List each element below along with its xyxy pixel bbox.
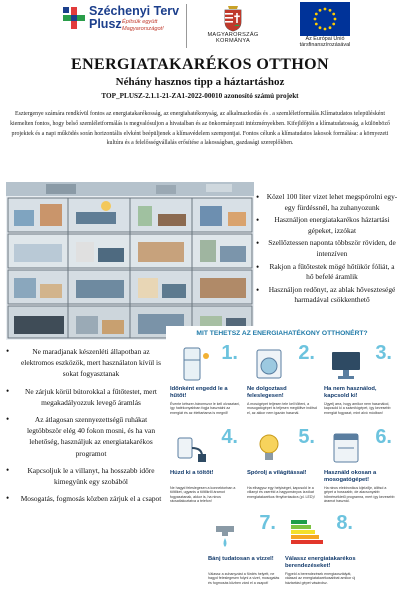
tip-title: Válassz energiatakarékos berendezéseket! <box>285 556 356 569</box>
washing-machine-icon <box>247 346 293 382</box>
header-divider <box>186 4 187 48</box>
tip-description: Évente kétszer-háromszor le kell olvasztani, így hatékonyabban fogja használni az energiát és az élettartama is megnő! <box>170 402 241 415</box>
tip-tile-charger <box>168 426 242 510</box>
list-item: • Az átlagosan szennyezettségű ruhákat legtöbbször elég 40 fokon mosni, és ha van lehetőség, használjuk az energiatakarékos programot <box>4 414 164 459</box>
right-tips-list <box>256 192 398 308</box>
faucet-icon <box>208 516 254 552</box>
tip-description: Ha nincs elektronikus kijelzője, állítsd a gépet a hosszabb, de alacsonyabb hőmérsékletű programra, mert így kevesebb áramot használ. <box>324 486 395 503</box>
list-item: • Közel 100 liter vizet lehet megspórolni egy-egy fürdéssnél, ha zuhanyozunk <box>256 192 398 213</box>
infographic-heading: MIT TEHETSZ AZ ENERGIAHATÉKONY OTTHONÉRT? <box>196 330 368 337</box>
list-item: • Használjon redőnyt, az ablak hőveszteségé harmadával csökkenthető <box>256 285 398 306</box>
tip-title: Ha nem használod, kapcsold ki! <box>324 386 377 399</box>
tip-number: 4. <box>221 426 238 448</box>
fridge-icon <box>170 346 216 382</box>
tip-description: Ügyelj arra, hogy amikor nem használod, kapcsold ki a számítógépet, így kevesebb energiát fogyaszt, mint alvó módban! <box>324 402 391 415</box>
list-item: • Szellőztessen naponta többször röviden, de intenzíven <box>256 238 398 259</box>
list-item: • Ne maradjanak készenléti állapotban az elektromos eszközök, mert használaton kívül is sokat fogyasztanak <box>4 346 164 380</box>
szechenyi-plus-icon <box>62 6 86 30</box>
page-subtitle: Néhány hasznos tipp a háztartáshoz <box>115 76 285 88</box>
eu-label: Az Európai Unió társfinanszírozásával <box>299 36 351 49</box>
eu-flag-icon <box>300 2 350 36</box>
list-item: • Rakjon a fűtőtestek mögé hőtükör fóliát, a hő befelé áramlik <box>256 262 398 283</box>
tip-number: 1. <box>221 342 238 364</box>
intro-paragraph: Esztergenye számára rendkívül fontos az energiatakarékosság, az energiahatékonyság, az alkalmazkodás és . a szemléletformálás.Klímatudatos településként kiemelten fontos, hogy belső szemléletformálás is megvalósuljon a hivatalban és az önkormányzati intézményekben. Kifejldőjön a klímatudatosság, a különböző projektek és a napi működés során horizontális elvként beépüljenek a klímavédelem szempontjai. Fontos célunk a klímatudatos lakosok formálása: a környezeti kultúra és a felelősségvállalás erősítése a lakosságban, gazdasági szereplőkben. <box>10 111 390 147</box>
szechenyi-terv-logo <box>62 4 182 50</box>
government-label: MAGYARORSZÁG KORMÁNYA <box>207 32 259 45</box>
szechenyi-title: Széchenyi Terv <box>89 4 180 18</box>
tip-description: Válassz a zuhanyzást a fürdés helyett, ne hagyd feleslegesen folyni a vizet, mosogatás és fogmosás közben zárd el a csapot! <box>208 572 280 585</box>
tip-title: Időnként engedd le a hűtőt! <box>170 386 228 399</box>
szechenyi-plus: Plusz <box>89 17 122 31</box>
tip-description: Ne hagyd feleslegesen a konnektorban a töltőket, ugyanis a töltőkről áramot fogyasztanak, akkor is, ha nincs rácsatlakoztatva a telefon! <box>170 486 236 503</box>
energy-tips-infographic <box>166 326 398 600</box>
tip-title: Spórolj a világítással! <box>247 470 307 476</box>
tip-tile-computer <box>322 342 396 426</box>
tip-description: Ha elhagysz egy helyiséget, kapcsold le a villanyt és cseréld a hagyományos izzókat energiatakarékos fényforrásokra (pl. LED)! <box>247 486 315 499</box>
szechenyi-tagline: Építsük együtt Magyarországot! <box>122 19 164 32</box>
light-bulb-icon <box>247 430 293 466</box>
tip-number: 7. <box>259 512 276 534</box>
page-title: ENERGIATAKARÉKOS OTTHON <box>71 56 329 73</box>
header-logos <box>0 0 400 56</box>
tip-title: Ne dolgoztasd feleslegesen! <box>247 386 287 399</box>
tip-number: 3. <box>375 342 392 364</box>
hungarian-government-logo <box>196 2 270 54</box>
tip-tile-water <box>206 512 280 596</box>
list-item: • Kapcsoljuk le a villanyt, ha hosszabb időre kimegyünk egy szobából <box>4 465 164 487</box>
list-item: • Mosogatás, fogmosás közben zárjuk el a csapot <box>4 493 164 504</box>
charger-plug-icon <box>170 430 216 466</box>
hungarian-crest-icon <box>222 2 244 32</box>
left-tips-list <box>4 346 164 510</box>
tip-tile-energy-label <box>283 512 357 596</box>
project-code: TOP_PLUSZ-2.1.1-21-ZA1-2022-00010 azonosító számú projekt <box>101 92 299 100</box>
tip-number: 5. <box>298 426 315 448</box>
list-item: • Használjon energiatakarékos háztartási gépeket, izzókat <box>256 215 398 236</box>
list-item: • Ne zárjuk körül bútorokkal a fűtőtestet, mert megakadályozzuk levegő áramlás <box>4 386 164 408</box>
tip-title: Húzd ki a töltőt! <box>170 470 214 476</box>
tip-tile-dishwasher <box>322 426 396 510</box>
tip-description: Figyeld a berendezések energiaosztályát, válaszd az energiatakarékosabbat amikor új háztartási gépet vásárolsz. <box>285 572 356 585</box>
tip-number: 8. <box>336 512 353 534</box>
energy-label-icon <box>285 516 331 552</box>
dishwasher-icon <box>324 430 370 466</box>
tip-tile-washing-machine <box>245 342 319 426</box>
tip-number: 6. <box>375 426 392 448</box>
apartment-building-illustration <box>6 182 254 340</box>
tip-description: A mosógépet teljesen tele kell tölteni, a mosogatógépet is teljesen megtöltve indítsd el, az akkor nem igazán használ. <box>247 402 317 415</box>
tip-tile-fridge <box>168 342 242 426</box>
tip-title: Használd okosan a mosogatógépet! <box>324 470 377 483</box>
tip-number: 2. <box>298 342 315 364</box>
eu-logo <box>284 2 366 54</box>
computer-icon <box>324 346 370 382</box>
tip-title: Bánj tudatosan a vízzel! <box>208 556 274 562</box>
tip-tile-lighting <box>245 426 319 510</box>
